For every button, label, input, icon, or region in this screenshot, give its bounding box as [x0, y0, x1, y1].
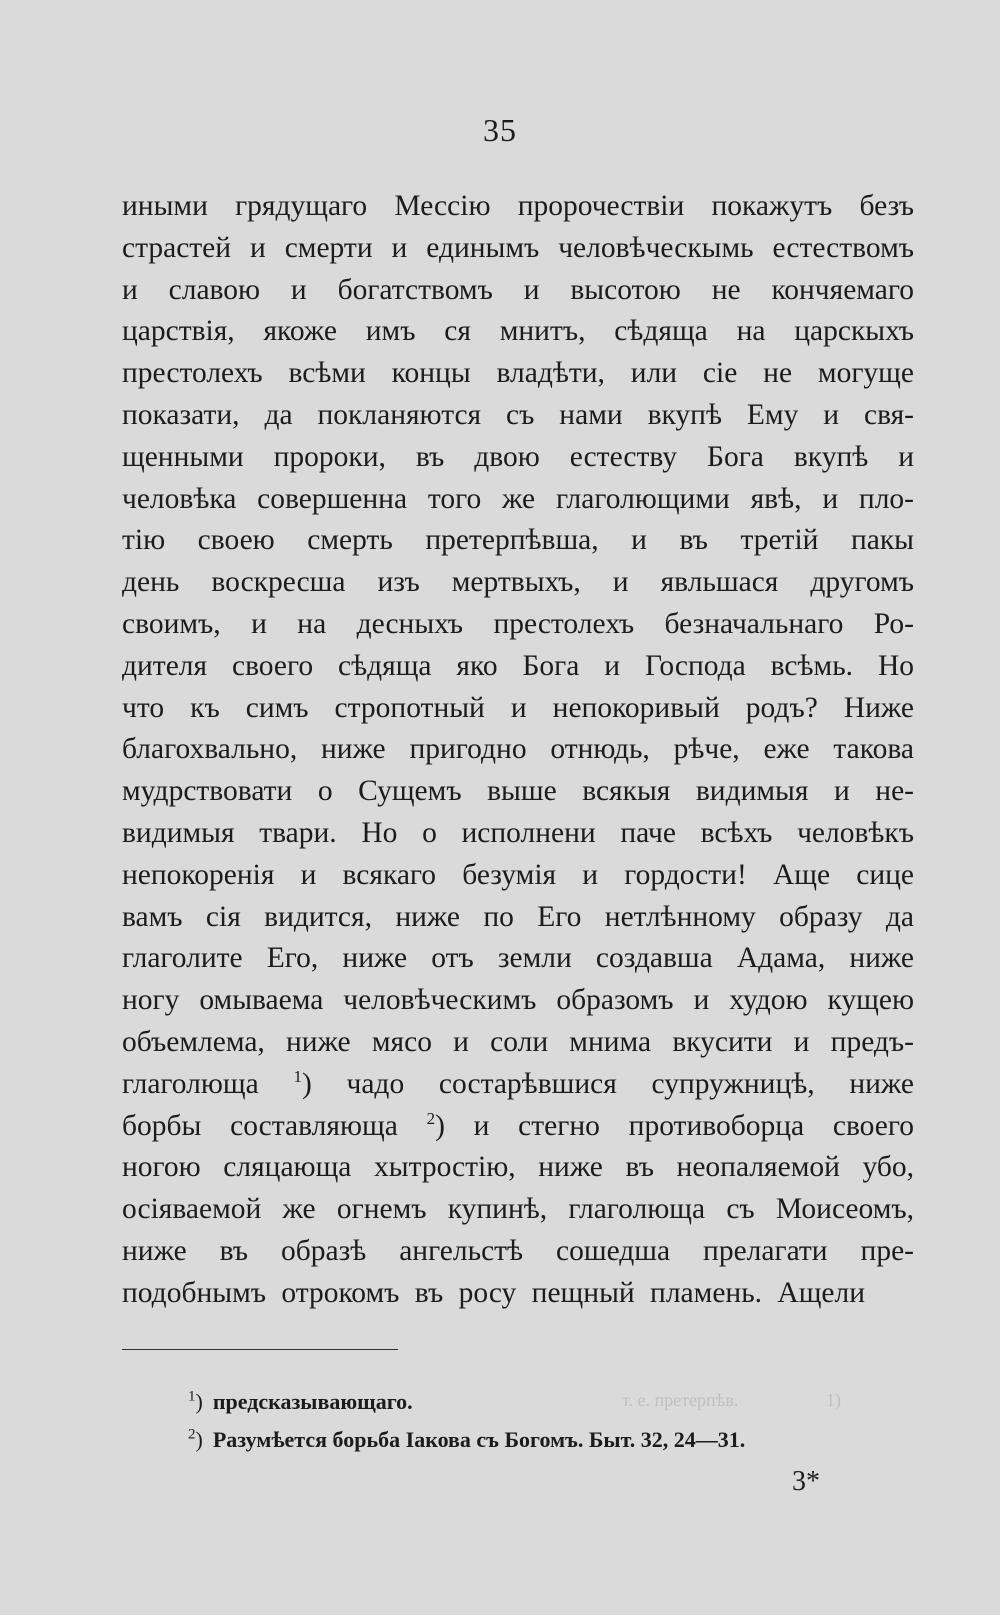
text-line: [122, 1147, 914, 1189]
text-line: [122, 1231, 914, 1273]
text-line: [122, 1064, 914, 1106]
signature-mark: 3*: [792, 1466, 820, 1497]
footnote: [188, 1383, 908, 1421]
text-line-segment: что къ симъ стропотный и непокоривый родъ? Ниже: [122, 691, 914, 724]
text-line: [122, 813, 914, 855]
text-line: [122, 353, 914, 395]
text-line: [122, 520, 914, 562]
text-line-segment: показати, да покланяются съ нами вкупѣ Ему и свя-: [122, 398, 914, 431]
footnote-number: 2: [188, 1426, 196, 1443]
bleed-through-text: т. е. претерпѣв.: [622, 1390, 739, 1410]
text-line: [122, 855, 914, 897]
text-line-segment: глаголите Его, ниже отъ земли создавша Адама, ниже: [122, 942, 914, 975]
text-line: [122, 311, 914, 353]
footnote-text: предсказывающаго.: [212, 1389, 413, 1414]
footnote-divider: [122, 1349, 398, 1350]
text-line-segment: иными грядущаго Мессію пророчествіи покажутъ безъ: [122, 190, 914, 222]
footnote-number: 1: [188, 1388, 196, 1405]
text-line-segment: мудрствовати о Сущемъ выше всякыя видимыя и не-: [122, 775, 914, 808]
text-line: [122, 1273, 914, 1315]
main-text: [122, 186, 914, 1315]
text-line-segment: осіяваемой же огнемъ купинѣ, глаголюща съ Моисеомъ,: [122, 1193, 914, 1226]
text-line-segment: благохвально, ниже пригодно отнюдь, рѣче, еже такова: [122, 733, 914, 766]
text-line-segment: человѣка совершенна того же глаголющими явѣ, и пло-: [122, 482, 914, 515]
text-line: [122, 562, 914, 604]
text-line-segment: и славою и богатствомъ и высотою не кончяемаго: [122, 273, 914, 306]
text-line-segment: тію своею смерть претерпѣвша, и въ третій пакы: [122, 524, 914, 557]
text-line: [122, 186, 914, 228]
text-line-segment: дителя своего сѣдяща яко Бога и Господа всѣмь. Но: [122, 649, 914, 682]
text-line: [122, 1189, 914, 1231]
footnote-reference: 1: [293, 1066, 302, 1086]
text-line: [122, 228, 914, 270]
footnotes: [188, 1383, 908, 1459]
footnote-paren: ): [195, 1427, 203, 1452]
text-line-segment: ногу омываема человѣческимъ образомъ и худою кущею: [122, 984, 914, 1017]
text-line: [122, 729, 914, 771]
text-line-segment: царствія, якоже имъ ся мнитъ, сѣдяща на царскыхъ: [122, 315, 914, 348]
text-line-segment: своимъ, и на десныхъ престолехъ безначальнаго Ро-: [122, 607, 914, 640]
text-line-segment: вамъ сія видится, ниже по Его нетлѣнному образу да: [122, 900, 914, 933]
text-line-segment: борбы составляюща: [122, 1109, 398, 1142]
text-line: [122, 646, 914, 688]
text-line-segment: день воскресша изъ мертвыхъ, и явльшася другомъ: [122, 566, 914, 599]
text-line-segment: глаголюща: [122, 1067, 259, 1100]
text-line: [122, 980, 914, 1022]
text-line-segment: ногою сляцающа хытростію, ниже въ неопаляемой убо,: [122, 1151, 914, 1184]
text-line: [122, 395, 914, 437]
text-line: [122, 604, 914, 646]
bleed-through-mark: 1): [826, 1390, 841, 1410]
footnote-reference: 2: [426, 1108, 436, 1128]
text-line: [122, 938, 914, 980]
text-line: [122, 437, 914, 479]
text-line-segment: ) и стегно противоборца своего: [435, 1109, 914, 1142]
text-line: [122, 1106, 914, 1148]
text-line-segment: подобнымъ отрокомъ въ росу пещный пламень. Ащели: [122, 1276, 866, 1309]
text-line-segment: непокоренія и всякаго безумія и гордости! Аще сице: [122, 858, 914, 891]
text-line: [122, 479, 914, 521]
text-line: [122, 1022, 914, 1064]
text-line: [122, 688, 914, 730]
text-line-segment: ) чадо состарѣвшися супружницѣ, ниже: [301, 1067, 914, 1100]
footnote-text: Разумѣется борьба Іакова съ Богомъ. Быт. 32, 24—31.: [212, 1427, 746, 1452]
text-line-segment: видимыя твари. Но о исполнени паче всѣхъ человѣкъ: [122, 816, 914, 849]
text-line-segment: щенными пророки, въ двою естеству Бога вкупѣ и: [122, 440, 914, 473]
text-line: [122, 771, 914, 813]
page-number: 35: [483, 112, 517, 148]
footnote-paren: ): [195, 1389, 203, 1414]
text-line: [122, 270, 914, 312]
text-line: [122, 897, 914, 939]
text-line-segment: объемлема, ниже мясо и соли мнима вкусити и предъ-: [122, 1025, 914, 1058]
text-line-segment: престолехъ всѣми концы владѣти, или сіе не могуще: [122, 357, 914, 390]
text-line-segment: страстей и смерти и единымъ человѣческымь естествомъ: [122, 231, 914, 264]
text-line-segment: ниже въ образѣ ангельстѣ сошедша прелагати пре-: [122, 1234, 914, 1267]
footnote: [188, 1421, 908, 1459]
